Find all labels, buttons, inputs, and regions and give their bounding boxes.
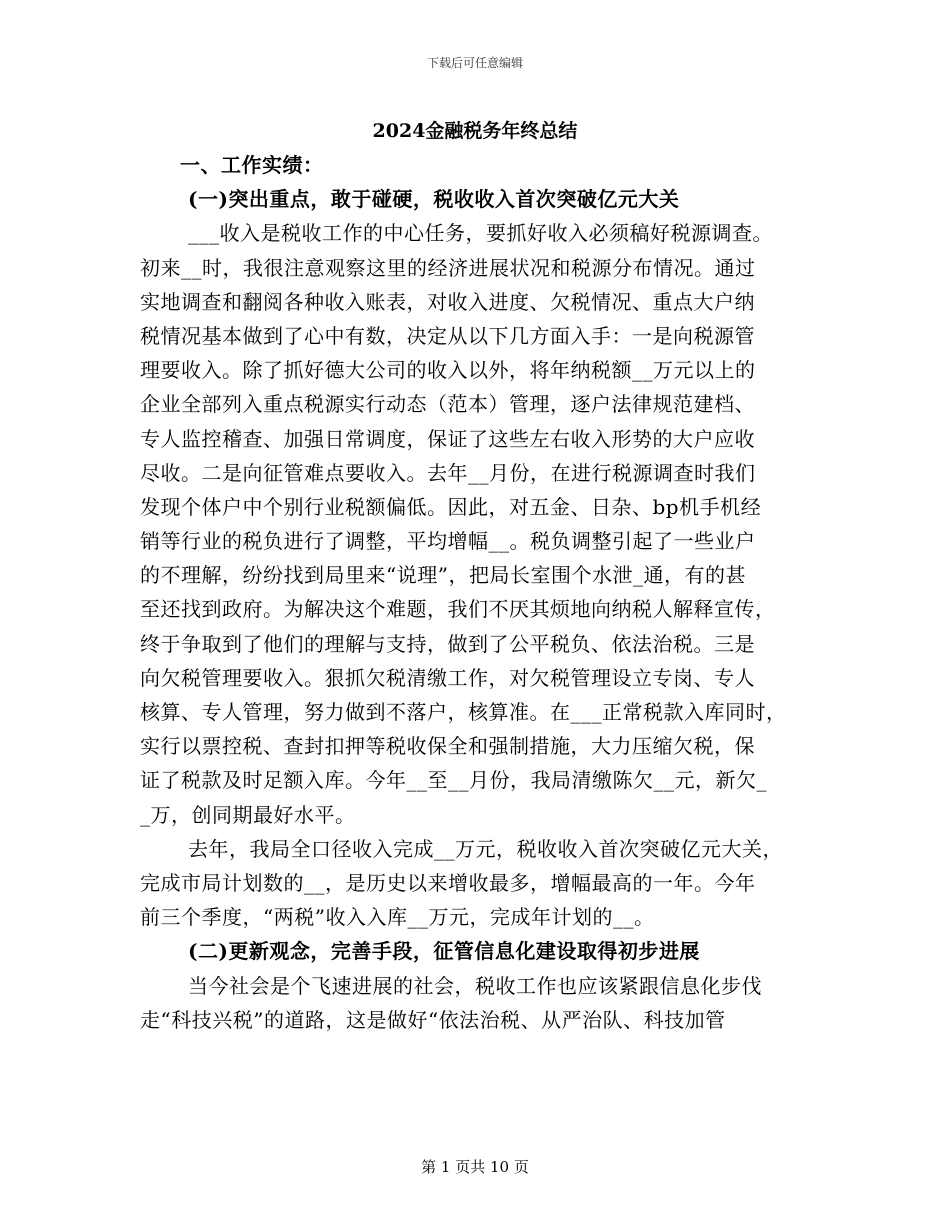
document-title: 2024金融税务年终总结 bbox=[372, 120, 578, 142]
text-line: 税情况基本做到了心中有数，决定从以下几方面入手：一是向税源管 bbox=[140, 323, 755, 348]
text-line: 的不理解，纷纷找到局里来“说理”，把局长室围个水泄_通，有的甚 bbox=[140, 563, 746, 588]
text-line: 初来__时，我很注意观察这里的经济进展状况和税源分布情况。通过 bbox=[140, 255, 756, 280]
text-line: 向欠税管理要收入。狠抓欠税清缴工作，对欠税管理设立专岗、专人 bbox=[140, 665, 755, 690]
text-line: 完成市局计划数的__，是历史以来增收最多，增幅最高的一年。今年 bbox=[140, 870, 756, 895]
text-line: 核算、专人管理，努力做到不落户，核算准。在___正常税款入库同时， bbox=[140, 700, 787, 724]
section-heading: (二)更新观念，完善手段，征管信息化建设取得初步进展 bbox=[188, 939, 700, 964]
text-line: 前三个季度，“两税”收入入库__万元，完成年计划的__。 bbox=[140, 905, 655, 930]
text-line: 专人监控稽查、加强日常调度，保证了这些左右收入形势的大户应收 bbox=[140, 426, 755, 451]
section-heading: 一、工作实绩： bbox=[180, 153, 324, 177]
text-line: 销等行业的税负进行了调整，平均增幅__。税负调整引起了一些业户 bbox=[140, 529, 756, 554]
document-body bbox=[140, 148, 820, 1037]
page-header-note: 下载后可任意编辑 bbox=[426, 56, 523, 70]
text-line: 当今社会是个飞速进展的社会，税收工作也应该紧跟信息化步伐 bbox=[188, 973, 762, 998]
text-line: 终于争取到了他们的理解与支持，做到了公平税负、依法治税。三是 bbox=[140, 631, 755, 656]
text-line: 走“科技兴税”的道路，这是做好“依法治税、从严治队、科技加管 bbox=[140, 1007, 726, 1032]
text-line: 发现个体户中个别行业税额偏低。因此，对五金、日杂、bp机手机经 bbox=[140, 494, 762, 519]
text-line: _万，创同期最好水平。 bbox=[140, 802, 356, 827]
page-number: 第 1 页共 10 页 bbox=[421, 1158, 529, 1176]
text-line: 去年，我局全口径收入完成__万元，税收收入首次突破亿元大关， bbox=[188, 836, 783, 861]
text-line: 理要收入。除了抓好德大公司的收入以外，将年纳税额__万元以上的 bbox=[140, 358, 756, 383]
text-line: 证了税款及时足额入库。今年__至__月份，我局清缴陈欠__元，新欠_ bbox=[140, 768, 767, 793]
text-line: ___收入是税收工作的中心任务，要抓好收入必须稿好税源调查。 bbox=[188, 221, 773, 246]
text-line: 至还找到政府。为解决这个难题，我们不厌其烦地向纳税人解释宣传， bbox=[140, 597, 776, 622]
section-heading: (一)突出重点，敢于碰硬，税收收入首次突破亿元大关 bbox=[188, 187, 680, 212]
text-line: 企业全部列入重点税源实行动态（范本）管理，逐户法律规范建档、 bbox=[140, 392, 755, 417]
text-line: 尽收。二是向征管难点要收入。去年__月份，在进行税源调查时我们 bbox=[140, 460, 756, 485]
text-line: 实地调查和翻阅各种收入账表，对收入进度、欠税情况、重点大户纳 bbox=[140, 289, 755, 314]
text-line: 实行以票控税、查封扣押等税收保全和强制措施，大力压缩欠税，保 bbox=[140, 734, 755, 759]
